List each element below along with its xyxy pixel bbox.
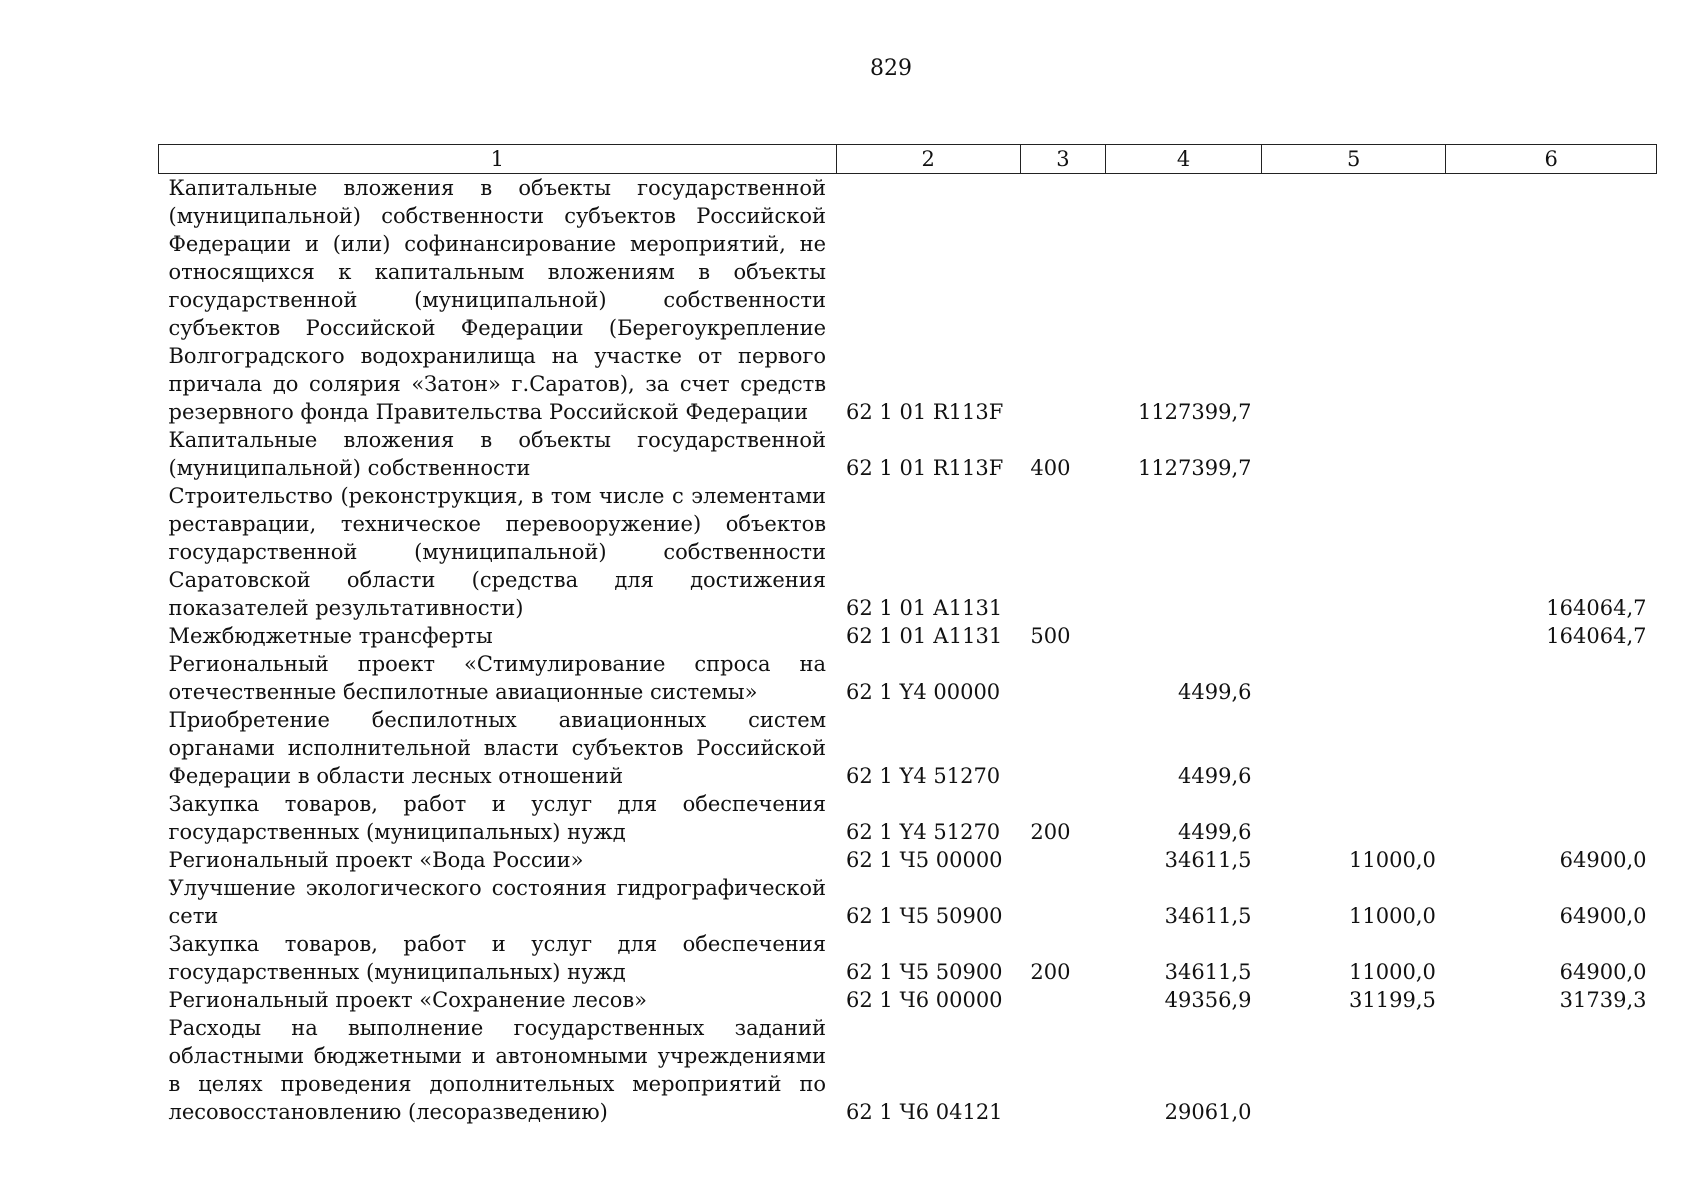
row-name: Улучшение экологического состояния гидрографической сети (168, 876, 827, 928)
row-value-6 (1446, 790, 1657, 846)
row-name: Капитальные вложения в объекты государственной (муниципальной) собственности (168, 428, 827, 480)
row-name: Приобретение беспилотных авиационных систем органами исполнительной власти субъектов Российской Федерации в области лесных отношений (168, 708, 827, 788)
column-header-2: 2 (836, 145, 1020, 174)
row-name: Региональный проект «Вода России» (168, 848, 584, 872)
row-code: 62 1 Ч5 50900 (846, 960, 1003, 984)
row-expense-type: 200 (1030, 820, 1071, 844)
table-row (159, 622, 1657, 650)
row-value-6 (1446, 706, 1657, 790)
row-value-6: 64900,0 (1559, 848, 1647, 872)
table-row (159, 1014, 1657, 1126)
row-name: Закупка товаров, работ и услуг для обеспечения государственных (муниципальных) нужд (168, 932, 827, 984)
row-value-5 (1262, 650, 1446, 706)
column-header-6: 6 (1446, 145, 1657, 174)
row-code: 62 1 Ч6 04121 (846, 1100, 1003, 1124)
row-code: 62 1 01 А1131 (846, 624, 1003, 648)
row-value-4: 4499,6 (1178, 764, 1252, 788)
table-row (159, 874, 1657, 930)
row-value-5 (1262, 482, 1446, 622)
row-code: 62 1 Ч6 00000 (846, 988, 1003, 1012)
column-header-1: 1 (159, 145, 837, 174)
row-code: 62 1 01 R113F (846, 400, 1004, 424)
row-code: 62 1 Ч5 50900 (846, 904, 1003, 928)
row-value-4: 34611,5 (1164, 904, 1252, 928)
row-name: Региональный проект «Стимулирование спроса на отечественные беспилотные авиационные системы» (168, 652, 827, 704)
row-value-6: 31739,3 (1559, 988, 1647, 1012)
row-name: Капитальные вложения в объекты государственной (муниципальной) собственности субъектов Российской Федерации и (или) софинансирование мероприятий, не относящихся к капитальным вложениям в объекты государственной (муниципальной) собственности субъектов Российской Федерации (Берегоукрепление Волгоградского водохранилища на участке от первого причала до солярия «Затон» г.Саратов), за счет средств резервного фонда Правительства Российской Федерации (168, 176, 827, 424)
budget-table (158, 144, 1657, 1126)
row-value-5 (1262, 790, 1446, 846)
table-row (159, 174, 1657, 427)
row-expense-type (1020, 986, 1105, 1014)
row-value-6: 164064,7 (1546, 596, 1647, 620)
row-expense-type (1020, 874, 1105, 930)
row-value-6: 164064,7 (1546, 624, 1647, 648)
column-number-row (159, 145, 1657, 174)
row-name: Межбюджетные трансферты (168, 624, 493, 648)
row-name: Региональный проект «Сохранение лесов» (168, 988, 648, 1012)
row-value-4: 34611,5 (1164, 960, 1252, 984)
row-expense-type (1020, 1014, 1105, 1126)
table-row (159, 986, 1657, 1014)
table-row (159, 930, 1657, 986)
table-row (159, 650, 1657, 706)
row-value-5: 11000,0 (1349, 848, 1436, 872)
row-value-4 (1106, 622, 1262, 650)
table-row (159, 706, 1657, 790)
row-name: Закупка товаров, работ и услуг для обеспечения государственных (муниципальных) нужд (168, 792, 827, 844)
table-row (159, 790, 1657, 846)
table-row (159, 426, 1657, 482)
row-value-4: 34611,5 (1164, 848, 1252, 872)
row-code: 62 1 Ч5 00000 (846, 848, 1003, 872)
row-value-6 (1446, 174, 1657, 427)
row-value-4: 29061,0 (1164, 1100, 1252, 1124)
row-value-6 (1446, 426, 1657, 482)
row-value-5: 11000,0 (1349, 960, 1436, 984)
column-header-4: 4 (1106, 145, 1262, 174)
row-expense-type: 400 (1030, 456, 1071, 480)
row-value-6: 64900,0 (1559, 960, 1647, 984)
row-expense-type: 500 (1030, 624, 1071, 648)
row-expense-type (1020, 650, 1105, 706)
row-value-5: 11000,0 (1349, 904, 1436, 928)
row-value-6 (1446, 1014, 1657, 1126)
row-value-6 (1446, 650, 1657, 706)
row-value-5 (1262, 706, 1446, 790)
row-value-4: 4499,6 (1178, 680, 1252, 704)
column-header-3: 3 (1020, 145, 1105, 174)
row-expense-type: 200 (1030, 960, 1071, 984)
row-expense-type (1020, 846, 1105, 874)
table-row (159, 482, 1657, 622)
row-expense-type (1020, 174, 1105, 427)
row-value-6: 64900,0 (1559, 904, 1647, 928)
row-code: 62 1 Y4 00000 (846, 680, 1001, 704)
row-expense-type (1020, 706, 1105, 790)
row-value-5 (1262, 174, 1446, 427)
row-code: 62 1 Y4 51270 (846, 764, 1001, 788)
row-value-5: 31199,5 (1349, 988, 1436, 1012)
table-row (159, 846, 1657, 874)
row-code: 62 1 01 А1131 (846, 596, 1003, 620)
row-value-4: 4499,6 (1178, 820, 1252, 844)
row-value-4: 1127399,7 (1137, 400, 1252, 424)
row-value-4 (1106, 482, 1262, 622)
page-number: 829 (870, 56, 912, 81)
column-header-5: 5 (1262, 145, 1446, 174)
row-value-4: 1127399,7 (1137, 456, 1252, 480)
row-expense-type (1020, 482, 1105, 622)
row-code: 62 1 Y4 51270 (846, 820, 1001, 844)
row-name: Расходы на выполнение государственных заданий областными бюджетными и автономными учреждениями в целях проведения дополнительных мероприятий по лесовосстановлению (лесоразведению) (168, 1016, 827, 1124)
row-value-5 (1262, 622, 1446, 650)
row-name: Строительство (реконструкция, в том числе с элементами реставрации, техническое перевооружение) объектов государственной (муниципальной) собственности Саратовской области (средства для достижения показателей результативности) (168, 484, 827, 620)
row-code: 62 1 01 R113F (846, 456, 1004, 480)
row-value-4: 49356,9 (1164, 988, 1252, 1012)
row-value-5 (1262, 426, 1446, 482)
row-value-5 (1262, 1014, 1446, 1126)
